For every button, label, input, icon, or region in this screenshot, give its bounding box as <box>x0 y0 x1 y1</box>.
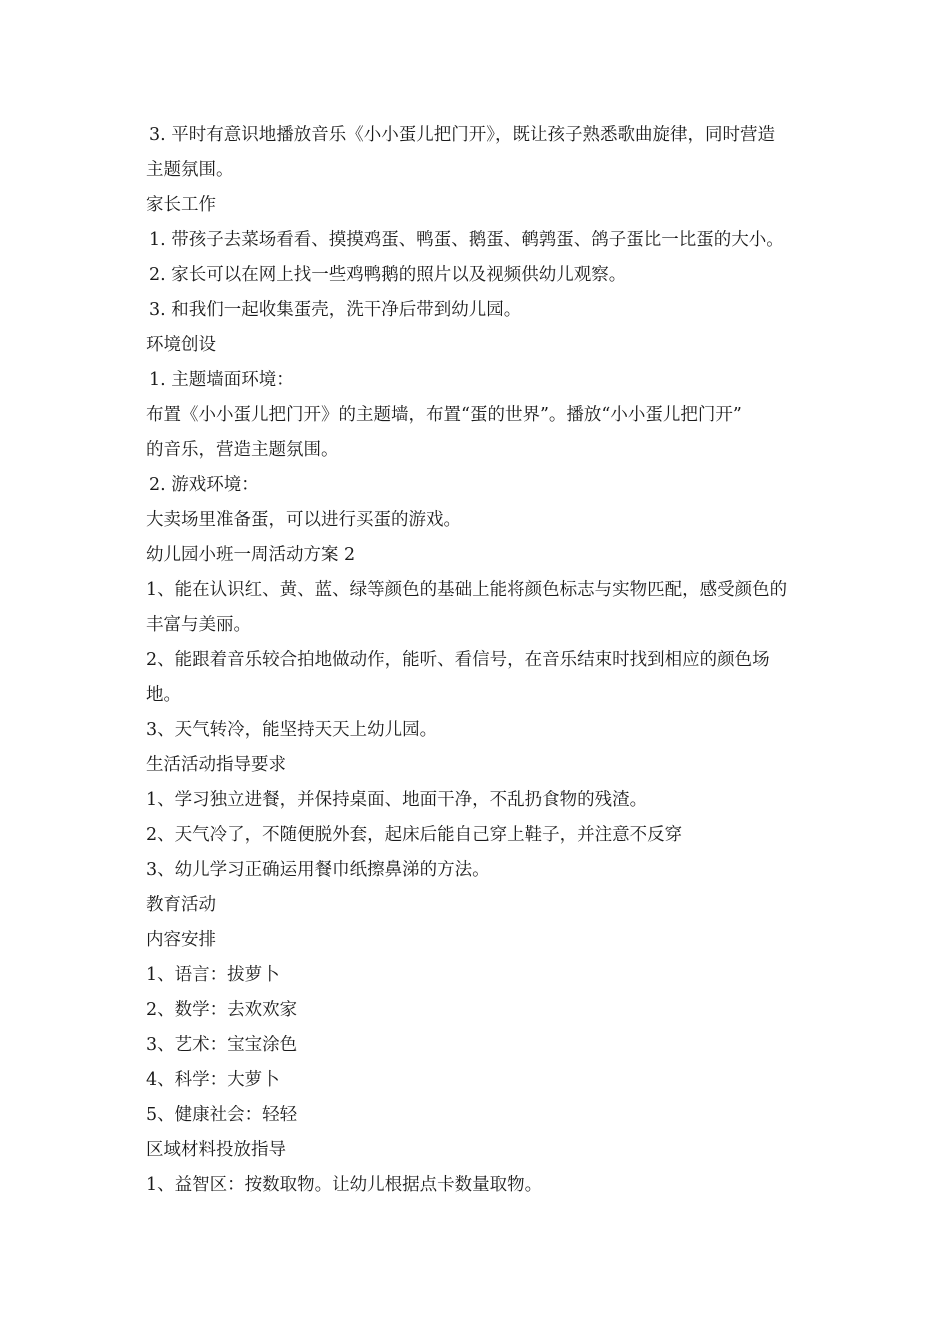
list-item: 1、益智区：按数取物。让幼儿根据点卡数量取物。 <box>146 1175 543 1195</box>
list-item: 4、科学：大萝卜 <box>146 1070 280 1090</box>
list-item: 5、健康社会：轻轻 <box>146 1105 298 1125</box>
paragraph-line: 丰富与美丽。 <box>146 615 251 635</box>
paragraph-line: 主题氛围。 <box>146 160 234 180</box>
list-item: 3、艺术：宝宝涂色 <box>146 1035 298 1055</box>
section-heading: 教育活动 <box>146 895 216 915</box>
paragraph-line: 布置《小小蛋儿把门开》的主题墙，布置“蛋的世界”。播放“小小蛋儿把门开” <box>146 405 742 425</box>
list-item: 1、语言：拔萝卜 <box>146 965 280 985</box>
list-item: 3. 和我们一起收集蛋壳，洗干净后带到幼儿园。 <box>149 300 522 320</box>
list-item: 2、天气冷了，不随便脱外套，起床后能自己穿上鞋子，并注意不反穿 <box>146 825 683 845</box>
list-item: 1. 主题墙面环境： <box>149 370 294 390</box>
list-item: 2、数学：去欢欢家 <box>146 1000 298 1020</box>
list-item: 1. 带孩子去菜场看看、摸摸鸡蛋、鸭蛋、鹅蛋、鹌鹑蛋、鸽子蛋比一比蛋的大小。 <box>149 230 784 250</box>
paragraph-line: 3. 平时有意识地播放音乐《小小蛋儿把门开》，既让孩子熟悉歌曲旋律，同时营造 <box>149 125 776 145</box>
list-item: 1、学习独立进餐，并保持桌面、地面干净，不乱扔食物的残渣。 <box>146 790 648 810</box>
list-item: 2. 游戏环境： <box>149 475 259 495</box>
section-heading: 环境创设 <box>146 335 216 355</box>
section-heading: 家长工作 <box>146 195 216 215</box>
section-heading: 内容安排 <box>146 930 216 950</box>
paragraph-line: 的音乐，营造主题氛围。 <box>146 440 339 460</box>
paragraph-line: 地。 <box>146 685 181 705</box>
document-title: 幼儿园小班一周活动方案 2 <box>146 545 356 565</box>
paragraph-line: 大卖场里准备蛋，可以进行买蛋的游戏。 <box>146 510 461 530</box>
document-body <box>146 118 814 1203</box>
section-heading: 区域材料投放指导 <box>146 1140 286 1160</box>
list-item: 2、能跟着音乐较合拍地做动作，能听、看信号，在音乐结束时找到相应的颜色场 <box>146 650 770 670</box>
list-item: 3、天气转冷，能坚持天天上幼儿园。 <box>146 720 438 740</box>
list-item: 3、幼儿学习正确运用餐巾纸擦鼻涕的方法。 <box>146 860 490 880</box>
list-item: 2. 家长可以在网上找一些鸡鸭鹅的照片以及视频供幼儿观察。 <box>149 265 627 285</box>
section-heading: 生活活动指导要求 <box>146 755 286 775</box>
list-item: 1、能在认识红、黄、蓝、绿等颜色的基础上能将颜色标志与实物匹配，感受颜色的 <box>146 580 788 600</box>
